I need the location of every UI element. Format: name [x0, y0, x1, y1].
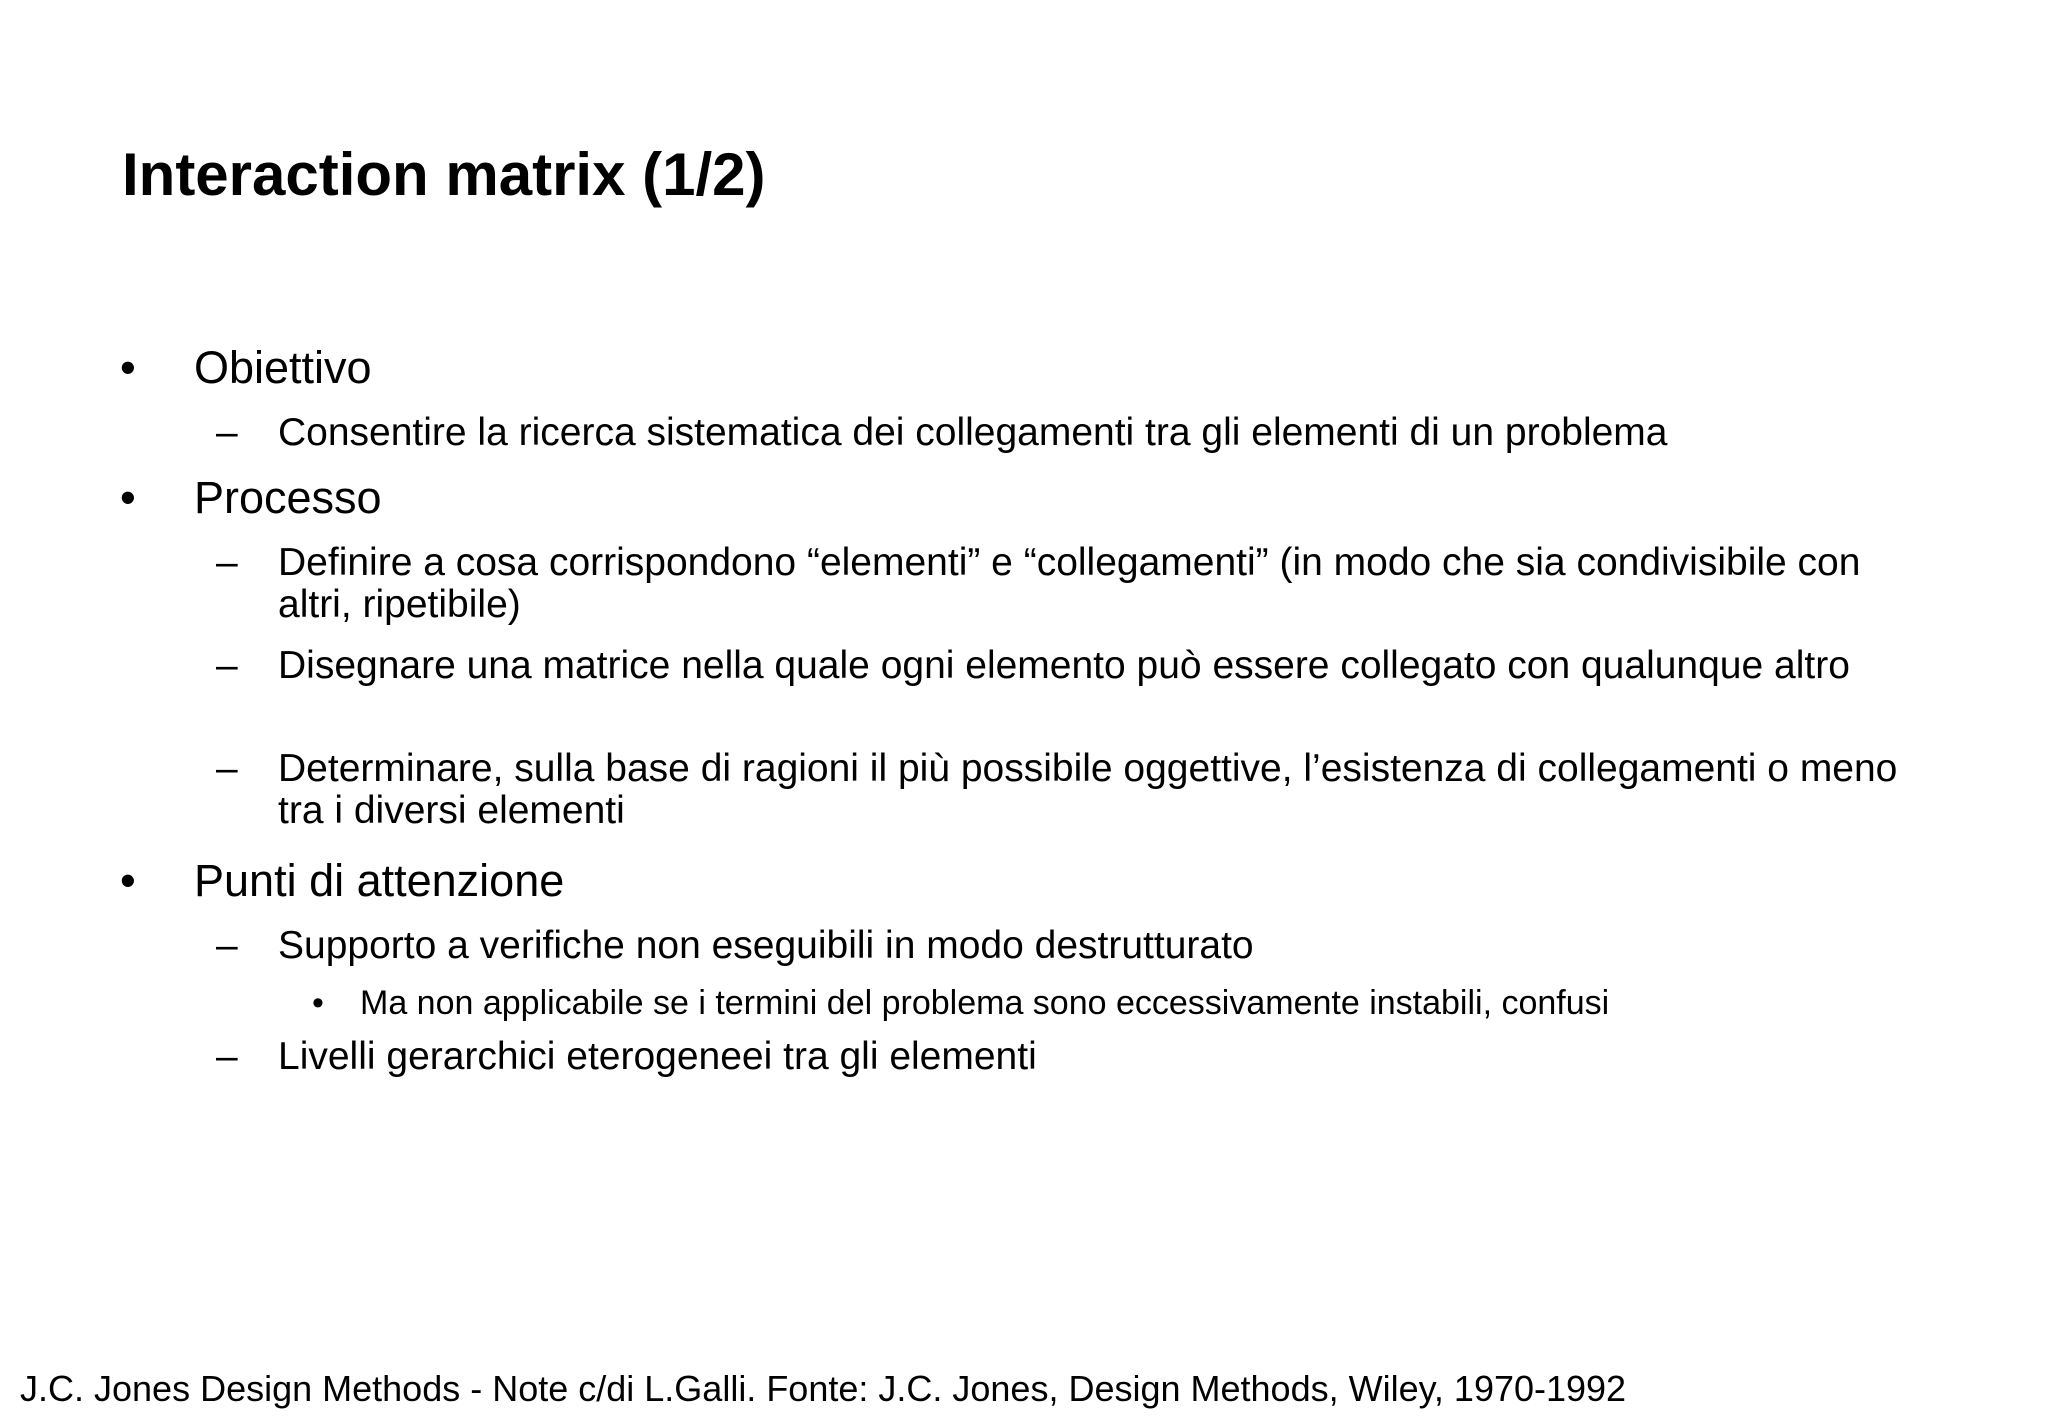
subitem	[216, 1036, 1936, 1078]
subitem-text: Livelli gerarchici eterogeneei tra gli elementi	[278, 1035, 1037, 1078]
dash-icon: –	[216, 541, 238, 584]
bullet-label: Punti di attenzione	[194, 855, 565, 906]
slide-title: Interaction matrix (1/2)	[122, 141, 766, 208]
bullet-label: Obiettivo	[194, 342, 372, 393]
subitem-text: Consentire la ricerca sistematica dei collegamenti tra gli elementi di un problema	[278, 411, 1668, 454]
subitem-text: Disegnare una matrice nella quale ogni elemento può essere collegato con qualunque altro	[278, 644, 1850, 687]
bullet-icon: •	[312, 984, 324, 1022]
dash-icon: –	[216, 747, 238, 790]
footer-citation: J.C. Jones Design Methods - Note c/di L.Galli. Fonte: J.C. Jones, Design Methods, Wiley, 1970-1992	[20, 1368, 1627, 1409]
dash-icon: –	[216, 924, 238, 967]
subitem	[216, 748, 1936, 832]
subitem	[216, 412, 1936, 454]
subitem-text: Definire a cosa corrispondono “elementi” e “collegamenti” (in modo che sia condivisibile con altri, ripetibile)	[278, 541, 1861, 626]
bullet-icon: •	[120, 855, 136, 906]
nested-item-text: Ma non applicabile se i termini del problema sono eccessivamente instabili, confusi	[360, 984, 1610, 1022]
bullet-label: Processo	[194, 472, 382, 523]
subitem-text: Supporto a verifiche non eseguibili in modo destrutturato	[278, 924, 1254, 967]
dash-icon: –	[216, 1035, 238, 1078]
bullet-icon: •	[120, 472, 136, 523]
subitem	[216, 645, 1936, 687]
dash-icon: –	[216, 411, 238, 454]
subitem	[216, 925, 1936, 967]
subitem-text: Determinare, sulla base di ragioni il più possibile oggettive, l’esistenza di collegamenti o meno tra i diversi elementi	[278, 747, 1898, 832]
dash-icon: –	[216, 644, 238, 687]
subitem	[216, 542, 1936, 626]
bullet-icon: •	[120, 342, 136, 393]
